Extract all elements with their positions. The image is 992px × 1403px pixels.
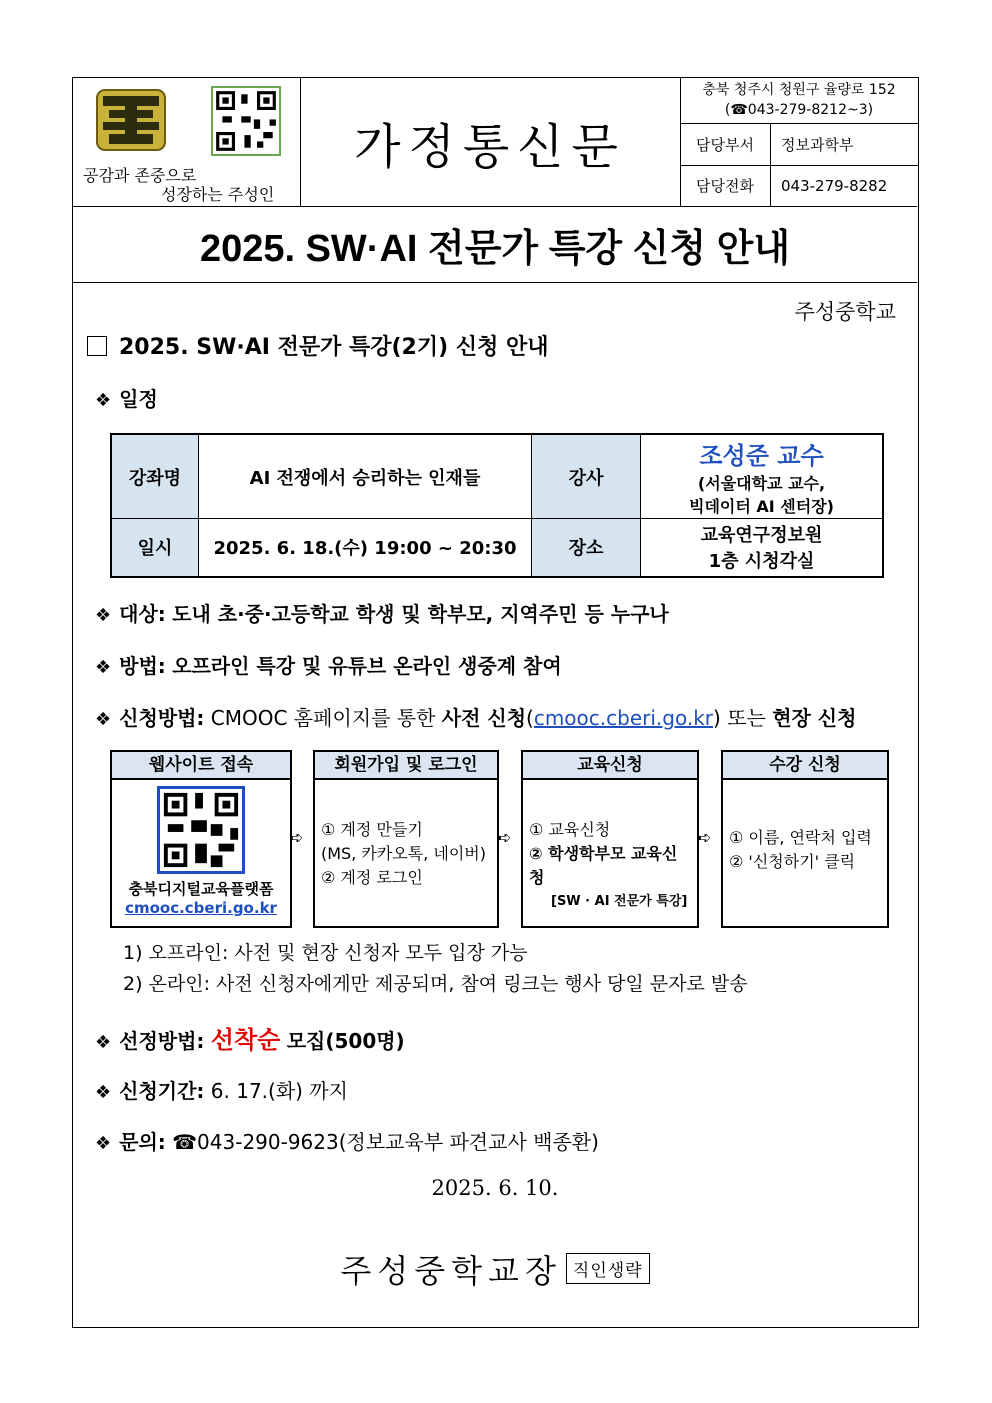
address-line1: 충북 청주시 청원구 율량로 152 xyxy=(702,82,896,98)
contact-label: 문의: xyxy=(119,1130,166,1154)
issue-date: 2025. 6. 10. xyxy=(431,1176,559,1200)
document xyxy=(72,77,919,1328)
apply-pre: CMOOC 홈페이지를 통한 xyxy=(210,706,436,730)
dept-value: 정보과학부 xyxy=(781,136,854,154)
motto-line1: 공감과 존중으로 xyxy=(83,166,197,185)
contact-row xyxy=(95,1126,599,1155)
date-value: 2025. 6. 18.(수) 19:00 ~ 20:30 xyxy=(199,519,532,577)
flow-step-title: 웹사이트 접속 xyxy=(112,752,290,780)
principal-signature xyxy=(73,1246,917,1292)
checkbox-icon xyxy=(87,336,107,356)
section-title: 2025. SW·AI 전문가 특강(2기) 신청 안내 xyxy=(119,335,549,360)
place-cell xyxy=(641,519,884,577)
diamond-bullet-icon: ❖ xyxy=(95,1082,112,1103)
diamond-bullet-icon: ❖ xyxy=(95,1032,112,1053)
lecturer-cell xyxy=(641,434,884,519)
selection-rest: 모집(500명) xyxy=(286,1029,405,1053)
school-emblem-icon xyxy=(95,88,167,152)
diamond-bullet-icon: ❖ xyxy=(95,605,112,626)
cmooc-link[interactable]: cmooc.cberi.go.kr xyxy=(533,706,714,730)
place-line2: 1층 시청각실 xyxy=(708,551,815,573)
diamond-bullet-icon: ❖ xyxy=(95,709,112,730)
course-label: 강좌명 xyxy=(111,434,199,519)
principal-name: 주성중학교장 xyxy=(340,1252,562,1290)
phone-label: 담당전화 xyxy=(680,165,771,206)
table-row xyxy=(111,434,883,519)
apply-label: 신청방법: xyxy=(119,706,205,730)
target-label: 대상: xyxy=(119,602,166,626)
qr-code-icon xyxy=(157,786,245,874)
flow-step-title: 교육신청 xyxy=(523,752,697,780)
platform-caption: 충북디지털교육플랫폼 xyxy=(128,880,274,898)
school-name: 주성중학교 xyxy=(794,300,896,324)
selection-row xyxy=(95,1020,405,1055)
method-row xyxy=(95,650,562,679)
address xyxy=(680,78,918,124)
apply-row: ❖ 신청방법: CMOOC 홈페이지를 통한 사전 신청(cmooc.cberi.go.kr) 또는 현장 신청 xyxy=(95,706,857,730)
logo-cell xyxy=(73,78,301,206)
period-value: 6. 17.(화) 까지 xyxy=(210,1079,348,1103)
schedule-heading xyxy=(95,383,158,412)
flow-line: ① 이름, 연락처 입력 xyxy=(729,828,872,847)
section-heading xyxy=(87,330,549,361)
flow-line: ① 교육신청 xyxy=(529,820,611,839)
flow-step-title: 회원가입 및 로그인 xyxy=(315,752,497,780)
lecturer-label: 강사 xyxy=(532,434,641,519)
flow-step-signup xyxy=(313,750,499,928)
arrow-right-icon: ➪ xyxy=(498,828,512,847)
flow-step-body xyxy=(315,780,497,898)
period-label: 신청기간: xyxy=(119,1079,205,1103)
flow-step-website xyxy=(110,750,292,928)
diamond-bullet-icon: ❖ xyxy=(95,390,112,411)
lecturer-aff2: 빅데이터 AI 센터장) xyxy=(689,497,834,516)
table-row xyxy=(111,519,883,577)
flow-line: [SW · AI 전문가 특강] xyxy=(551,894,688,909)
diamond-bullet-icon: ❖ xyxy=(95,657,112,678)
selection-highlight: 선착순 xyxy=(210,1026,281,1054)
apply-bold1: 사전 신청 xyxy=(441,706,527,730)
flow-line: ① 계정 만들기 xyxy=(321,820,423,839)
address-line2: (☎043-279-8212~3) xyxy=(724,102,874,118)
note-offline: 1) 오프라인: 사전 및 현장 신청자 모두 입장 가능 xyxy=(123,942,528,964)
phone-row xyxy=(680,165,918,206)
schedule-label: 일정 xyxy=(119,387,158,411)
lecturer-aff1: (서울대학교 교수, xyxy=(697,474,826,493)
arrow-right-icon: ➪ xyxy=(290,828,304,847)
flow-line: ② 계정 로그인 xyxy=(321,868,423,887)
flow-step-title: 수강 신청 xyxy=(723,752,887,780)
dept-label: 담당부서 xyxy=(680,124,771,165)
contact-info xyxy=(680,78,918,206)
flow-line: ② 학생학부모 교육신청 xyxy=(529,844,678,887)
period-row xyxy=(95,1075,348,1104)
seal-stamp: 직인생략 xyxy=(566,1253,650,1284)
apply-bold2: 현장 신청 xyxy=(772,706,857,730)
arrow-right-icon: ➪ xyxy=(698,828,712,847)
flow-step-course xyxy=(521,750,699,928)
schedule-table xyxy=(110,433,884,578)
lecturer-name: 조성준 교수 xyxy=(699,442,824,470)
place-label: 장소 xyxy=(532,519,641,577)
qr-code-icon xyxy=(211,86,281,156)
flow-step-body xyxy=(523,780,697,922)
place-line1: 교육연구정보원 xyxy=(700,525,823,547)
motto-line2: 성장하는 주성인 xyxy=(161,185,275,204)
flow-line: ② '신청하기' 클릭 xyxy=(729,852,856,871)
method-label: 방법: xyxy=(119,654,166,678)
flow-line: (MS, 카카오톡, 네이버) xyxy=(321,844,486,863)
selection-label: 선정방법: xyxy=(119,1029,205,1053)
dept-row xyxy=(680,124,918,166)
phone-value: 043-279-8282 xyxy=(781,176,888,195)
apply-mid: 또는 xyxy=(727,706,766,730)
main-title: 2025. SW·AI 전문가 특강 신청 안내 xyxy=(73,206,917,283)
diamond-bullet-icon: ❖ xyxy=(95,1133,112,1154)
course-value: AI 전쟁에서 승리하는 인재들 xyxy=(199,434,532,519)
note-online: 2) 온라인: 사전 신청자에게만 제공되며, 참여 링크는 행사 당일 문자로 발송 xyxy=(123,973,748,995)
target-row xyxy=(95,598,669,627)
header xyxy=(73,78,917,207)
method-value: 오프라인 특강 및 유튜브 온라인 생중계 참여 xyxy=(172,654,562,678)
newsletter-title: 가정통신문 xyxy=(300,78,681,206)
date-label: 일시 xyxy=(111,519,199,577)
flow-step-register xyxy=(721,750,889,928)
contact-value: ☎043-290-9623(정보교육부 파견교사 백종환) xyxy=(172,1130,599,1154)
platform-link[interactable]: cmooc.cberi.go.kr xyxy=(125,899,277,917)
flow-step-body xyxy=(723,780,887,882)
target-value: 도내 초·중·고등학교 학생 및 학부모, 지역주민 등 누구나 xyxy=(172,602,669,626)
